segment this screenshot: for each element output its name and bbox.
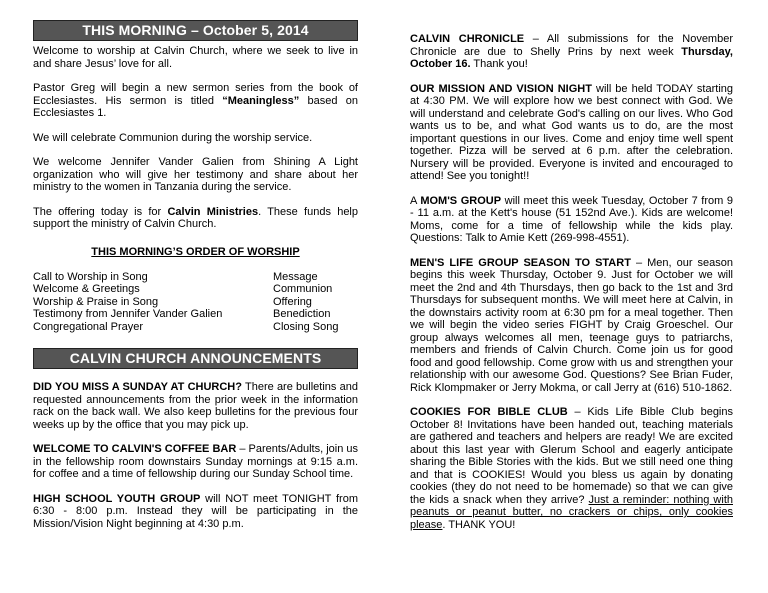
order-item: Message	[273, 271, 318, 283]
guest-paragraph: We welcome Jennifer Vander Galien from Shining A Light organization who will give her testimony and share about her ministry to the women in Tanzania during the service.	[33, 156, 358, 193]
chronicle-paragraph: CALVIN CHRONICLE – All submissions for the November Chronicle are due to Shelly Prins by next week Thursday, October 16. Thank you!	[410, 33, 733, 70]
order-item: Offering	[273, 295, 312, 308]
youth-group-paragraph: HIGH SCHOOL YOUTH GROUP will NOT meet TONIGHT from 6:30 - 8:00 p.m. Instead they will be participating in the Mission/Vision Night beginning at 4:30 p.m.	[33, 492, 358, 530]
offering-paragraph: The offering today is for Calvin Ministries. These funds help support the ministry of Calvin Church.	[33, 205, 358, 230]
order-item: Congregational Prayer	[33, 320, 144, 333]
right-column	[410, 33, 733, 531]
cookies-paragraph: COOKIES FOR BIBLE CLUB – Kids Life Bible Club begins October 8! Invitations have been handed out, teaching materials are gathered and teachers and helpers are ready! We are excited about this last year with Glerum School and eagerly anticipate sharing the Bible Stories with the kids. But we still need one thing and that is COOKIES! Would you bless us again by donating cookies (they do not need to be homemade) so that we can give the kids a snack when they arrive? Just a reminder: nothing with peanuts or peanut butter, no crackers or chips, only cookies please. THANK YOU!	[410, 406, 733, 531]
order-item: Testimony from Jennifer Vander Galien	[33, 308, 223, 321]
mens-group-paragraph: MEN'S LIFE GROUP SEASON TO START – Men, our season begins this week Thursday, October 9. Just for October we will meet the 2nd and 4th Thursdays, then go back to the 1st and 3rd Thursdays for subsequent months. We will meet here at Calvin, in the downstairs activity room at 6:30 pm for a meal together. Then we will begin the video series FIGHT by Craig Groeschel. Our group always welcomes all men, teenage guys to patriarchs, members and friends of Calvin Church. Come join us for good food and good fellowship. Come grow with us and strengthen your relationship with our awesome God. Questions? See Brian Fuder, Rick Klompmaker or Jerry Mokma, or call Jerry at (616) 510-1862.	[410, 256, 733, 394]
order-item: Benediction	[273, 308, 331, 321]
order-item: Closing Song	[273, 320, 339, 333]
missed-sunday-paragraph: DID YOU MISS A SUNDAY AT CHURCH? There are bulletins and requested announcements from the prior week in the information rack on the back wall. We also keep bulletins for the previous four weeks up by the office that you may pick up.	[33, 381, 358, 431]
cookies-reminder: Just a reminder: nothing with peanuts or peanut butter, no crackers or chips, only cookies please	[410, 493, 733, 531]
offering-recipient: Calvin Ministries	[167, 205, 259, 218]
order-item: Call to Worship in Song	[33, 271, 148, 283]
order-of-worship-title: THIS MORNING’S ORDER OF WORSHIP	[91, 245, 300, 258]
order-of-worship	[33, 271, 358, 333]
this-morning-banner: THIS MORNING – October 5, 2014	[33, 20, 358, 41]
coffee-bar-paragraph: WELCOME TO CALVIN'S COFFEE BAR – Parents/Adults, join us in the fellowship room downstairs Sunday mornings at 9:15 a.m. for coffee and a time of fellowship during our Sunday School time.	[33, 443, 358, 481]
welcome-paragraph: Welcome to worship at Calvin Church, where we seek to live in and share Jesus’ love for all.	[33, 45, 358, 70]
left-column	[33, 20, 358, 530]
sermon-paragraph: Pastor Greg will begin a new sermon series from the book of Ecclesiastes. His sermon is titled “Meaningless” based on Ecclesiastes 1.	[33, 82, 358, 119]
communion-paragraph: We will celebrate Communion during the worship service.	[33, 131, 313, 144]
moms-group-paragraph: A MOM'S GROUP will meet this week Tuesday, October 7 from 9 - 11 a.m. at the Kett's house (51 152nd Ave.). Kids are welcome! Moms, come for a time of fellowship while the kids play. Questions: Talk to Amie Kett (269-998-4551).	[410, 194, 734, 244]
order-item: Communion	[273, 283, 333, 296]
mission-night-paragraph: OUR MISSION AND VISION NIGHT will be held TODAY starting at 4:30 PM. We will explore how we best connect with God. We will understand and celebrate God's calling on our lives. Who God wants us to be, and what God wants us to do, are the most important questions in our lives. Come and enjoy time well spent together. Pizza will be served at 6 p.m. after the celebration. Nursery will be provided. Everyone is invited and encouraged to attend! See you tonight!!	[410, 82, 733, 182]
sermon-title: “Meaningless”	[222, 94, 300, 107]
order-item: Welcome & Greetings	[33, 283, 140, 296]
announcements-banner: CALVIN CHURCH ANNOUNCEMENTS	[33, 348, 358, 369]
order-item: Worship & Praise in Song	[33, 295, 159, 308]
